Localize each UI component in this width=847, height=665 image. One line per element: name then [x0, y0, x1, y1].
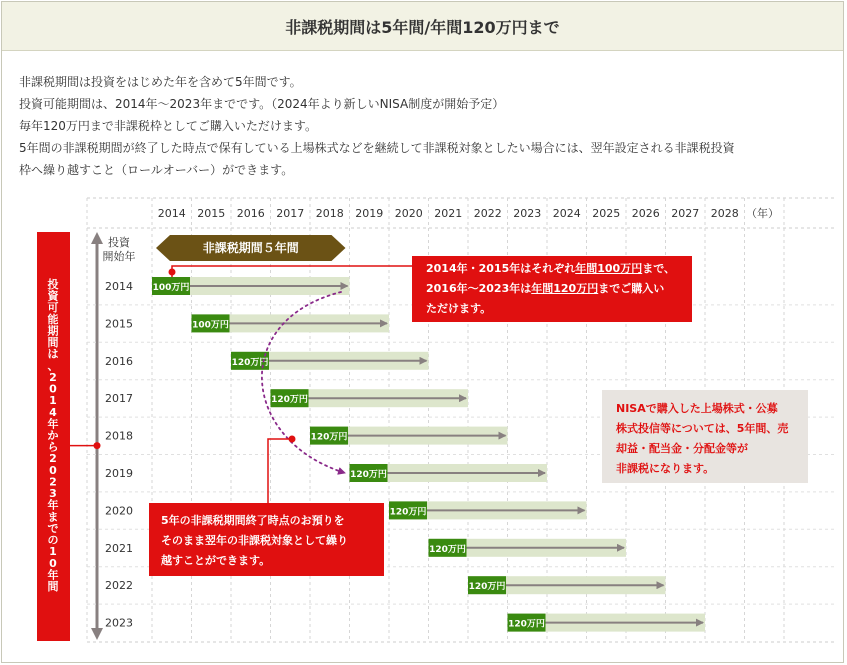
year-header-label: 2021: [434, 207, 463, 220]
row-year-label: 2018: [105, 429, 133, 443]
callout-tax-free-info: [602, 390, 808, 483]
investment-period-char: 、: [47, 359, 59, 373]
amount-badge-label: 100万円: [152, 283, 190, 293]
investment-period-char: 期: [47, 324, 59, 338]
investment-period-char: 年: [47, 498, 59, 512]
year-header-label: 2027: [671, 207, 700, 220]
amount-badge-label: 100万円: [192, 320, 229, 331]
row-year-label: 2022: [105, 579, 133, 593]
row-year-label: 2023: [105, 616, 133, 630]
investment-period-char: 0: [49, 382, 57, 396]
callout-text: NISAで購入した上場株式・公募: [616, 402, 778, 415]
callout-annual-limit: [412, 256, 692, 322]
callout-text: 2014年・2015年はそれぞれ: [426, 262, 576, 275]
investment-period-char: 4: [49, 405, 57, 419]
investment-period-char: 3: [49, 487, 57, 501]
year-axis-arrowhead-up: [91, 232, 103, 244]
tax-free-period-label: 非課税期間５年間: [202, 241, 299, 255]
row-year-label: 2020: [105, 504, 133, 518]
callout-top-connector-dot: [169, 269, 176, 276]
intro-line: 毎年120万円まで非課税枠としてご購入いただけます。: [19, 119, 317, 133]
callout-underline-100: 年間100万円: [575, 262, 643, 275]
investment-period-char: 0: [49, 556, 57, 570]
investment-period-char: は: [47, 347, 59, 361]
row-header-label: 投資: [108, 236, 130, 249]
year-axis-arrowhead-down: [91, 628, 103, 640]
callout-text: ただけます。: [426, 302, 492, 315]
intro-line: 投資可能期間は、2014年〜2023年までです。（2024年より新しいNISA制度が開始予定）: [19, 97, 505, 111]
year-header-label: 2024: [552, 207, 581, 220]
intro-line: 非課税期間は投資をはじめた年を含めて5年間です。: [19, 75, 302, 89]
investment-period-char: 間: [47, 580, 59, 593]
investment-period-char: 間: [47, 336, 59, 350]
row-year-label: 2017: [105, 392, 133, 406]
investment-period-char: か: [47, 429, 59, 442]
side-bar-connector-dot: [94, 442, 101, 449]
year-header-label: 2026: [631, 207, 660, 220]
year-header-label: 2017: [276, 207, 305, 220]
amount-badge-label: 120万円: [429, 544, 466, 555]
investment-period-char: 投: [47, 278, 59, 291]
callout-text: 非課税になります。: [616, 462, 715, 475]
callout-top-connector: [172, 266, 412, 277]
callout-text: 株式投信等については、5年間、売: [616, 422, 789, 435]
callout-text: 2016年〜2023年は: [426, 282, 532, 295]
year-header-label: 2015: [197, 207, 226, 220]
year-header-label: 2025: [592, 207, 621, 220]
investment-period-char: の: [47, 533, 59, 547]
page-title: 非課税期間は5年間/年間120万円まで: [2, 2, 843, 51]
investment-period-char: 1: [49, 394, 57, 408]
callout-text: までご購入い: [598, 282, 665, 295]
investment-period-char: 可: [47, 301, 59, 315]
callout-rollover: [149, 503, 384, 576]
callout-text: そのまま翌年の非課税対象として繰り: [161, 534, 348, 547]
row-year-label: 2016: [105, 354, 133, 368]
callout-left-connector-dot: [289, 436, 296, 443]
year-header-label: 2019: [355, 207, 384, 220]
year-header-label: 2020: [394, 207, 423, 220]
intro-line: 枠へ繰り越すこと（ロールオーバー）ができます。: [19, 163, 294, 177]
row-header-label: 開始年: [102, 250, 136, 263]
year-unit-label: （年）: [746, 207, 779, 220]
year-header-label: 2018: [315, 207, 344, 220]
amount-badge-label: 120万円: [350, 470, 387, 480]
investment-period-char: 2: [49, 370, 57, 384]
amount-badge-label: 120万円: [389, 507, 427, 518]
investment-period-char: ま: [47, 510, 59, 524]
year-header-label: 2014: [157, 207, 186, 220]
investment-period-char: 資: [47, 289, 59, 303]
row-year-label: 2019: [105, 467, 133, 480]
callout-left-connector: [268, 439, 292, 503]
callout-text: 却益・配当金・分配金等が: [616, 442, 748, 455]
callout-text: まで、: [642, 262, 675, 275]
investment-period-char: で: [47, 521, 59, 535]
year-header-label: 2023: [513, 207, 542, 220]
year-header-label: 2016: [236, 207, 265, 220]
intro-line: 5年間の非課税期間が終了した時点で保有している上場株式などを継続して非課税対象としたい場合には、翌年設定される非課税投資: [19, 141, 735, 155]
amount-badge-label: 120万円: [231, 357, 269, 368]
amount-badge-label: 120万円: [468, 582, 506, 593]
investment-period-char: ら: [47, 440, 59, 454]
callout-underline-120: 年間120万円: [531, 282, 599, 295]
callout-text: 越すことができます。: [161, 554, 271, 567]
investment-period-char: 1: [49, 545, 57, 559]
investment-period-char: 2: [49, 475, 57, 489]
investment-period-char: 年: [47, 417, 59, 431]
investment-period-char: 0: [49, 463, 57, 477]
investment-period-char: 2: [49, 452, 57, 466]
amount-badge-label: 120万円: [271, 395, 308, 406]
row-year-label: 2015: [105, 317, 133, 331]
row-year-label: 2021: [105, 541, 133, 555]
amount-badge-label: 120万円: [310, 432, 348, 443]
investment-period-char: 能: [47, 312, 59, 326]
investment-period-char: 年: [47, 568, 59, 582]
callout-text: 5年の非課税期間終了時点のお預りを: [161, 514, 345, 527]
year-header-label: 2028: [710, 207, 739, 220]
year-header-label: 2022: [473, 207, 502, 220]
amount-badge-label: 120万円: [508, 619, 545, 630]
row-year-label: 2014: [105, 280, 133, 293]
